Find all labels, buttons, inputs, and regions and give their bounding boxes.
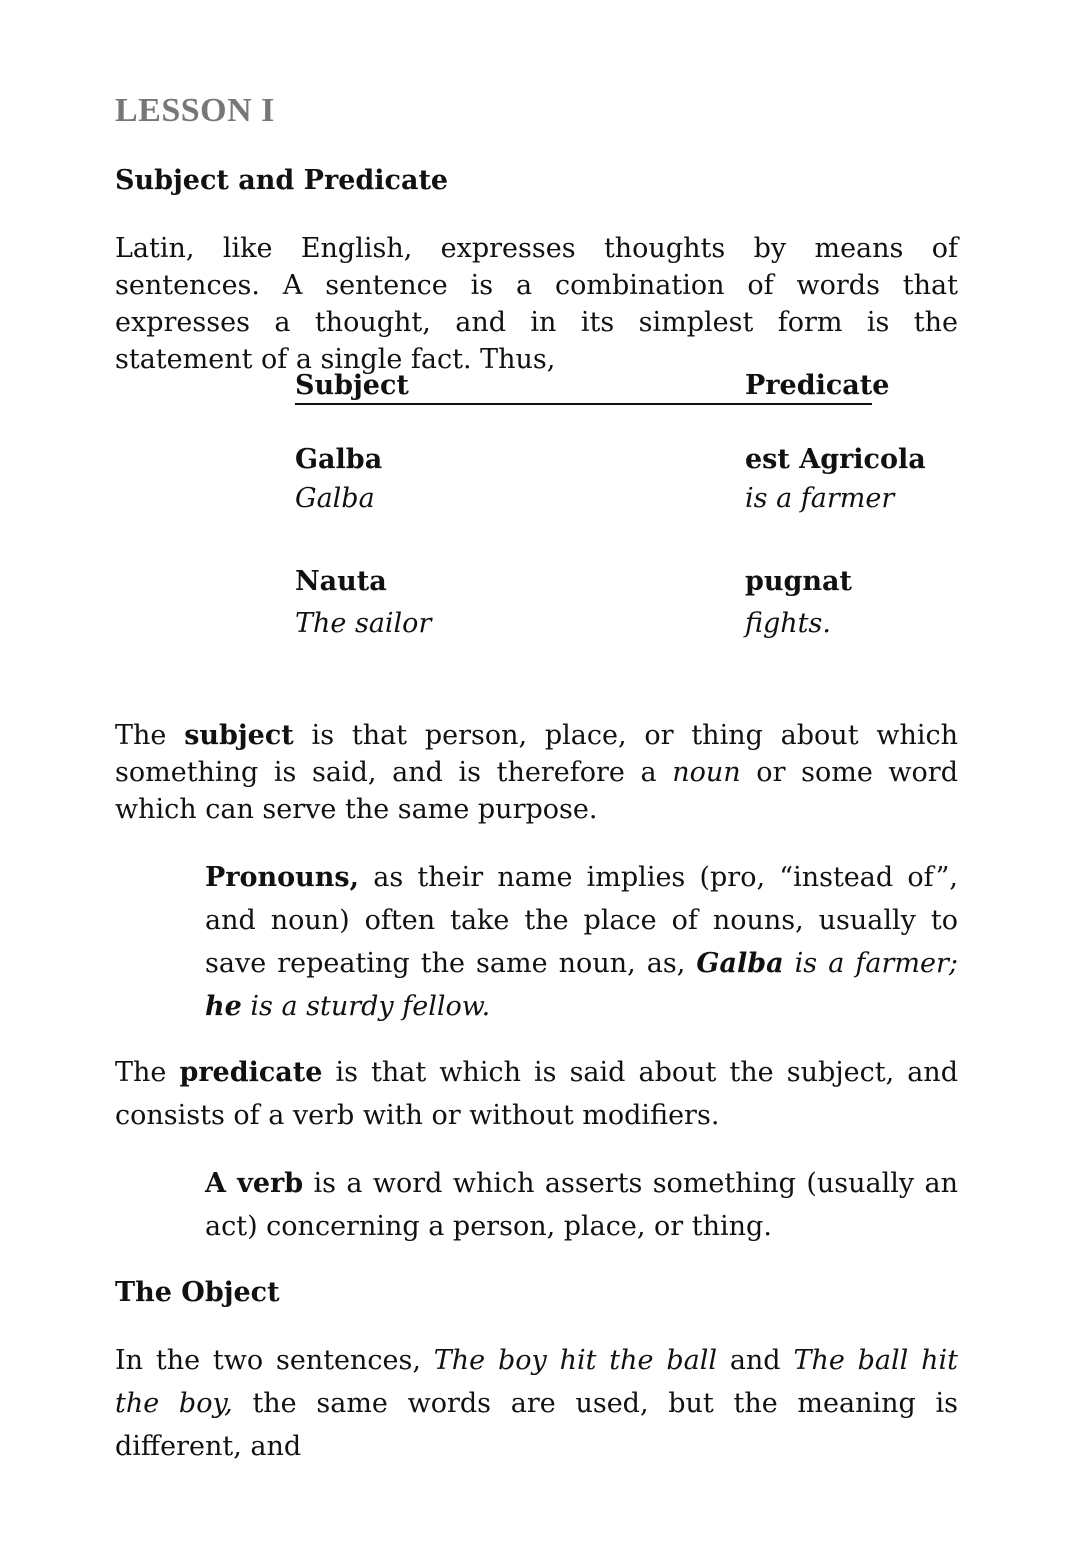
lesson-title: LESSON I bbox=[115, 92, 275, 129]
row2-english-predicate: fights. bbox=[745, 608, 831, 639]
example-sturdy-fellow: is a sturdy fellow. bbox=[241, 991, 491, 1022]
section-heading-the-object: The Object bbox=[115, 1277, 280, 1308]
row1-latin-subject: Galba bbox=[295, 444, 383, 475]
row2-english-subject: The sailor bbox=[295, 608, 432, 639]
subject-definition-paragraph bbox=[115, 717, 958, 828]
pronoun-note bbox=[205, 856, 958, 1028]
pronoun-note-text: as their name implies (pro, “instead of”, and noun) often take the place of nouns, usually to save repeating the same noun, as, bbox=[205, 862, 958, 979]
predicate-para-text-1: The bbox=[115, 1057, 180, 1088]
pronouns-term: Pronouns, bbox=[205, 862, 360, 893]
verb-term: A verb bbox=[205, 1168, 304, 1199]
predicate-para-text-2: is that which is said about the subject, and consists of a verb with or without modifiers. bbox=[115, 1057, 958, 1131]
object-para-text-3: the same words are used, but the meaning is different, and bbox=[115, 1388, 959, 1462]
section-heading-subject-predicate: Subject and Predicate bbox=[115, 165, 449, 196]
example-boy-hit-ball: The boy hit the ball bbox=[433, 1345, 717, 1376]
noun-term: noun bbox=[672, 757, 741, 788]
row1-english-predicate: is a farmer bbox=[745, 483, 895, 514]
subject-para-text-3: or some word which can serve the same purpose. bbox=[115, 757, 958, 825]
subject-term: subject bbox=[184, 720, 294, 751]
example-is-a-farmer: is a farmer; bbox=[783, 948, 958, 979]
example-he: he bbox=[205, 991, 242, 1022]
object-paragraph bbox=[115, 1339, 958, 1468]
verb-note bbox=[205, 1162, 958, 1248]
object-para-text-2: and bbox=[717, 1345, 794, 1376]
subject-para-text-1: The bbox=[115, 720, 185, 751]
predicate-definition-paragraph bbox=[115, 1051, 958, 1137]
example-galba: Galba bbox=[696, 948, 784, 979]
verb-note-text: is a word which asserts something (usually an act) concerning a person, place, or thing. bbox=[205, 1168, 958, 1242]
subject-para-text-2: is that person, place, or thing about which something is said, and is therefore a bbox=[115, 720, 958, 788]
row1-latin-predicate: est Agricola bbox=[745, 444, 926, 475]
row1-english-subject: Galba bbox=[295, 483, 375, 514]
predicate-term: predicate bbox=[179, 1057, 323, 1088]
row2-latin-predicate: pugnat bbox=[745, 566, 852, 597]
example-table-header bbox=[295, 370, 890, 405]
object-para-text-1: In the two sentences, bbox=[115, 1345, 434, 1376]
header-predicate: Predicate bbox=[745, 370, 890, 401]
intro-paragraph: Latin, like English, expresses thoughts by means of sentences. A sentence is a combination of words that expresses a thought, and in its simplest form is the statement of a single fact. Thus, bbox=[115, 233, 958, 375]
header-subject: Subject bbox=[295, 370, 409, 401]
row2-latin-subject: Nauta bbox=[295, 566, 387, 597]
example-ball-hit-boy: The ball hit the boy, bbox=[115, 1345, 958, 1419]
